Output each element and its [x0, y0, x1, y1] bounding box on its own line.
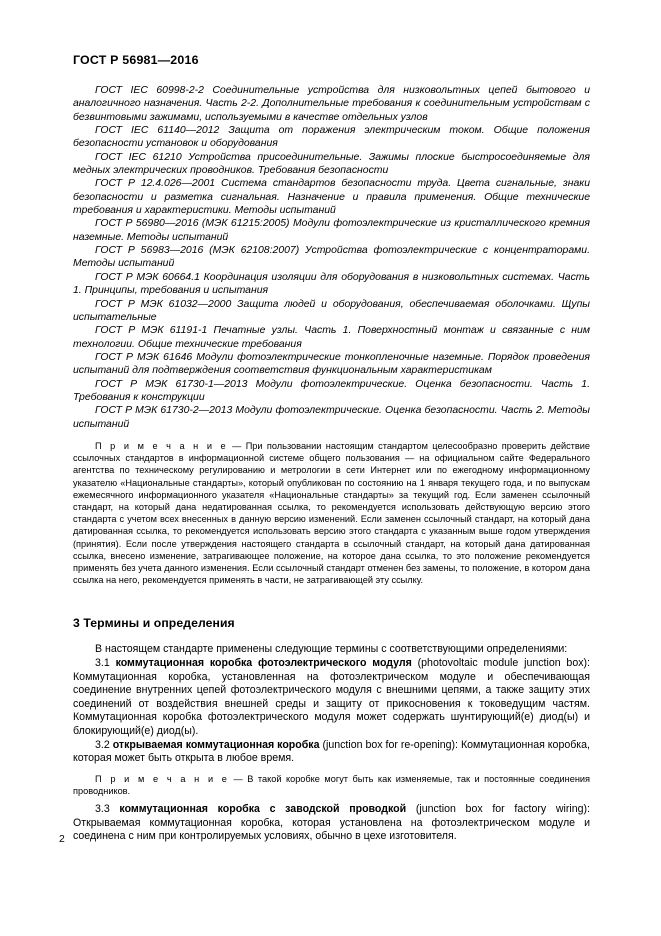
term-definition: Коммутационная коробка, установленная на фотоэлектрическом модуле и обеспечивающая соединение внутренних цепей фотоэлектрического модуля с внешними цепями, а также защиту этих соединений от воздействия внешней среды и защиту от прикосновения к токоведущим частям. Коммутационная коробка фотоэлектрического модуля может содержать шунтирующий(е) диод(ы) и блокирующий(е) диод(ы). [73, 670, 590, 737]
term-title-en: (junction box for re-opening): [319, 738, 461, 751]
referenced-standards-list [73, 84, 590, 431]
note-label: П р и м е ч а н и е [95, 773, 230, 784]
reference-item: ГОСТ Р 56983—2016 (МЭК 62108:2007) Устройства фотоэлектрические с концентраторами. Методы испытаний [73, 245, 590, 270]
reference-item: ГОСТ Р 56980—2016 (МЭК 61215:2005) Модули фотоэлектрические из кристаллического кремния наземные. Методы испытаний [73, 218, 590, 243]
reference-item: ГОСТ Р МЭК 61191-1 Печатные узлы. Часть 1. Поверхностный монтаж и связанные с ним технологии. Общие технические требования [73, 325, 590, 350]
term-number: 3.2 [95, 738, 110, 751]
reference-item: ГОСТ IEC 61140—2012 Защита от поражения электрическим током. Общие положения безопасности установок и оборудования [73, 125, 590, 150]
note-dash: — [229, 773, 248, 784]
term-title-ru: открываемая коммутационная коробка [112, 738, 320, 751]
term-number: 3.3 [95, 803, 110, 816]
heading-spacer-top [73, 586, 590, 616]
term-definition: Коммутационная коробка, которая может быть открыта в любое время. [73, 738, 590, 765]
term-entry-3-3 [73, 803, 590, 844]
section-intro-paragraph: В настоящем стандарте применены следующие термины с соответствующими определениями: [95, 643, 568, 656]
note-text: В такой коробке могут быть как изменяемые, так и постоянные соединения проводников. [73, 773, 590, 796]
term-title-ru: коммутационная коробка с заводской проводкой [119, 803, 407, 816]
running-header: ГОСТ Р 56981—2016 [73, 53, 199, 67]
heading-spacer-bottom [73, 630, 590, 643]
section-heading-terms: 3 Термины и определения [73, 616, 235, 631]
page-number: 2 [59, 834, 65, 845]
term-number-space [110, 803, 120, 815]
reference-item: ГОСТ IEC 61210 Устройства присоединительные. Зажимы плоские быстросоединяемые для медных электрических проводников. Требования безопасности [73, 151, 590, 177]
reference-item: ГОСТ Р МЭК 60664.1 Координация изоляции для оборудования в низковольтных системах. Часть 1. Принципы, требования и испытания [73, 271, 590, 297]
note-label: П р и м е ч а н и е [95, 440, 228, 451]
page-content [73, 84, 590, 844]
reference-item: ГОСТ Р МЭК 61730-2—2013 Модули фотоэлектрические. Оценка безопасности. Часть 2. Методы испытаний [73, 405, 590, 430]
term-note [73, 766, 590, 803]
term-entry-3-2 [73, 739, 590, 766]
reference-item: ГОСТ Р МЭК 61032—2000 Защита людей и оборудования, обеспечиваемая оболочками. Щупы испытательные [73, 298, 590, 323]
term-number: 3.1 [95, 656, 110, 669]
note-dash: — [227, 440, 246, 451]
reference-item: ГОСТ Р 12.4.026—2001 Система стандартов безопасности труда. Цвета сигнальные, знаки безопасности и разметка сигнальная. Назначение и правила применения. Общие технические требования и характеристики. Методы испытаний [73, 178, 590, 217]
term-entry-3-1 [73, 657, 590, 739]
reference-item: ГОСТ Р МЭК 61646 Модули фотоэлектрические тонкопленочные наземные. Порядок проведения испытаний для подтверждения соответствия функциональным характеристикам [73, 351, 590, 377]
reference-item: ГОСТ IEC 60998-2-2 Соединительные устройства для низковольтных цепей бытового и аналогичного назначения. Часть 2-2. Дополнительные требования к соединительным устройствам с безвинтовыми зажимами, используемыми в качестве отдельных узлов [73, 85, 590, 123]
reference-item: ГОСТ Р МЭК 61730-1—2013 Модули фотоэлектрические. Оценка безопасности. Часть 1. Требования к конструкции [73, 378, 590, 403]
term-title-en: (junction box for factory wiring): [406, 803, 590, 816]
term-title-en: (photovoltaic module junction box): [411, 656, 590, 669]
term-definition: Открываемая коммутационная коробка, которая установлена на фотоэлектрическом модуле и соединена с ним при контролируемых условиях, обычно в цехе изготовителя. [73, 816, 590, 843]
note-text: При пользовании настоящим стандартом целесообразно проверить действие ссылочных стандартов в информационной системе общего пользования — на официальном сайте Федерального агентства по техническому регулированию и метрологии в сети Интернет или по ежегодному информационному указателю «Национальные стандарты», который опубликован по состоянию на 1 января текущего года, и по выпускам ежемесячного информационного указателя «Национальные стандарты» за текущий год. Если заменен ссылочный стандарт, на который дана недатированная ссылка, то рекомендуется использовать действующую версию этого стандарта с учетом всех внесенных в данную версию изменений. Если заменен ссылочный стандарт, на который дана датированная ссылка, то рекомендуется использовать версию этого стандарта с указанным выше годом утверждения (принятия). Если после утверждения настоящего стандарта в ссылочный стандарт, на который дана датированная ссылка, внесено изменение, затрагивающее положение, на которое дана ссылка, то это положение рекомендуется применять без учета данного изменения. Если ссылочный стандарт отменен без замены, то положение, в котором дана ссылка на него, рекомендуется применять в части, не затрагивающей эту ссылку. [73, 440, 591, 586]
term-title-ru: коммутационная коробка фотоэлектрического модуля [115, 656, 412, 669]
references-note [73, 440, 590, 586]
